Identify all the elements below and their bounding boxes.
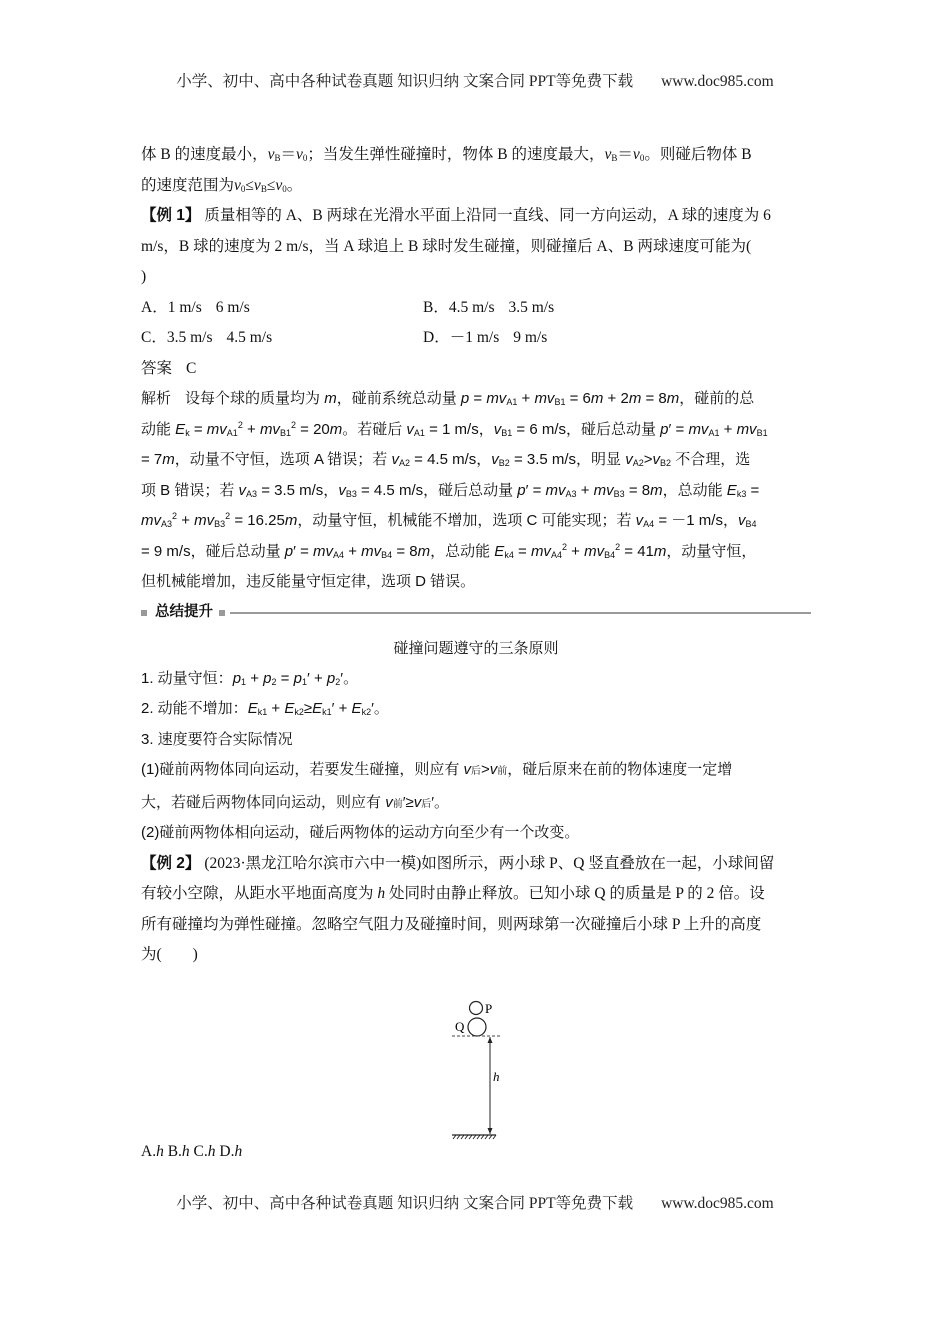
analysis-line-1: 解析 设每个球的质量均为 m，碰前系统总动量 $p = mv_{A1} + mv_{B1} = 6m + 2m = 8m$，碰前的总 (141, 390, 755, 407)
example2-line-3: 所有碰撞均为弹性碰撞。忽略空气阻力及碰撞时间，则两球第一次碰撞后小球 P 上升的高度 (141, 915, 762, 933)
option-d[interactable]: D．－1 m/s 9 m/s (423, 329, 548, 346)
principle-2: 2. 动能不增加：$E_{k1} + E_{k2}\ge E_{k1}' + E_{k2}'$。 (141, 700, 389, 717)
answer-line (141, 354, 811, 385)
analysis-line-4: 项 B 错误；若 $v_{A3} = 3.5$ m/s，$v_{B3} = 4.5$ m/s，碰后总动量 $p' = mv_{A3} + mv_{B3} = 8m$，总动能 $E_{k3}$ = (141, 481, 760, 499)
choice-a[interactable]: A.h (141, 1143, 164, 1160)
header-text: 小学、初中、高中各种试卷真题 知识归纳 文案合同 PPT等免费下载 (176, 73, 634, 90)
page-header (0, 69, 950, 91)
example2-line-1: 【例 2】 (2023·黑龙江哈尔滨市六中一模)如图所示，两小球 P、Q 竖直叠放在一起，小球间留 (141, 854, 775, 872)
analysis-line-6: = 9 m/s，碰后总动量 $p' = mv_{A4} + mv_{B4} = 8m$，总动能 $E_{k4} = mv_{A4}^2 + mv_{B4}^2 = 41m$，动量守恒， (141, 541, 757, 560)
label-p: P (485, 1001, 493, 1016)
option-a[interactable]: A．1 m/s 6 m/s (141, 298, 250, 316)
intro-line-1: 体 B 的速度最小，$v_B=v_0$；当发生弹性碰撞时，物体 B 的速度最大，$v_B=v_0$。则碰后物体 B (141, 146, 752, 163)
label-q: Q (455, 1019, 465, 1034)
square-bullet-icon (219, 610, 225, 616)
example1-line-1: 【例 1】 质量相等的 A、B 两球在光滑水平面上沿同一直线、同一方向运动，A 球的速度为 6 (141, 207, 771, 224)
label-h: h (493, 1069, 500, 1084)
example1-line-3: ) (141, 268, 147, 285)
options-row-1 (141, 293, 811, 324)
principle-3-sub-2: (2)碰前两物体相向运动，碰后两物体的运动方向至少有一个改变。 (141, 824, 580, 841)
example2-line-2: 有较小空隙，从距水平地面高度为 h 处同时由静止释放。已知小球 Q 的质量是 P 的 2 倍。设 (141, 885, 765, 902)
analysis-line-3: = 7m，动量不守恒，选项 A 错误；若 $v_{A2} = 4.5$ m/s，$v_{B2} = 3.5$ m/s，明显 $v_{A2}>v_{B2}$ 不合理，选 (141, 451, 751, 468)
option-c[interactable]: C．3.5 m/s 4.5 m/s (141, 329, 273, 346)
example2-tag: 【例 2】 (141, 854, 201, 872)
analysis-line-7: 但机械能增加，违反能量守恒定律，选项 D 错误。 (141, 573, 476, 590)
option-b[interactable]: B．4.5 m/s 3.5 m/s (423, 298, 555, 316)
stacked-balls-figure (440, 1000, 540, 1140)
header-url[interactable]: www.doc985.com (661, 73, 774, 90)
footer-text: 小学、初中、高中各种试卷真题 知识归纳 文案合同 PPT等免费下载 (176, 1195, 634, 1212)
summary-section-header (141, 600, 811, 626)
principle-3-sub-1-line-1: (1)碰前两物体同向运动，若要发生碰撞，则应有 v后>v前，碰后原来在前的物体速度一定增 (141, 761, 733, 778)
answer-label: 答案 (141, 359, 173, 377)
principle-3-sub-1-line-2: 大，若碰后两物体同向运动，则应有 v前′≥v后′。 (141, 793, 450, 811)
choice-d[interactable]: D.h (219, 1143, 243, 1160)
document-body (141, 140, 811, 971)
drop-height-diagram (440, 1000, 540, 1140)
square-bullet-icon (141, 610, 147, 616)
options-row-2 (141, 323, 811, 354)
footer-url[interactable]: www.doc985.com (661, 1195, 774, 1212)
principles-title: 碰撞问题遵守的三条原则 (393, 639, 559, 657)
section-divider (230, 612, 811, 614)
example1-tag: 【例 1】 (141, 207, 201, 224)
summary-title: 总结提升 (155, 604, 213, 621)
analysis-line-5: $mv_{A3}^2 + mv_{B3}^2 = 16.25m$，动量守恒，机械能不增加，选项 C 可能实现；若 $v_{A4} = -1$ m/s，$v_{B4}$ (141, 511, 757, 529)
principle-1: 1. 动量守恒：$p_1 + p_2 = p_1' + p_2'$。 (141, 669, 359, 687)
choice-c[interactable]: C.h (193, 1143, 216, 1160)
example2-choices (141, 1143, 242, 1161)
example1-line-2: m/s，B 球的速度为 2 m/s，当 A 球追上 B 球时发生碰撞，则碰撞后 A、B 两球速度可能为( (141, 237, 752, 255)
choice-b[interactable]: B.h (167, 1143, 190, 1160)
page-footer (0, 1191, 950, 1213)
principle-3: 3. 速度要符合实际情况 (141, 730, 293, 748)
answer-value: C (186, 359, 197, 377)
analysis-line-2: 动能 $E_k = mv_{A1}^2 + mv_{B1}^2 = 20m$。若碰后 $v_{A1} = 1$ m/s，$v_{B1} = 6$ m/s，碰后总动量 $p' = mv_{A1} + mv_{B1}$ (141, 419, 768, 438)
example2-line-4: 为( ) (141, 946, 198, 963)
intro-line-2: 的速度范围为$v_0\le v_B\le v_0$。 (141, 176, 303, 194)
